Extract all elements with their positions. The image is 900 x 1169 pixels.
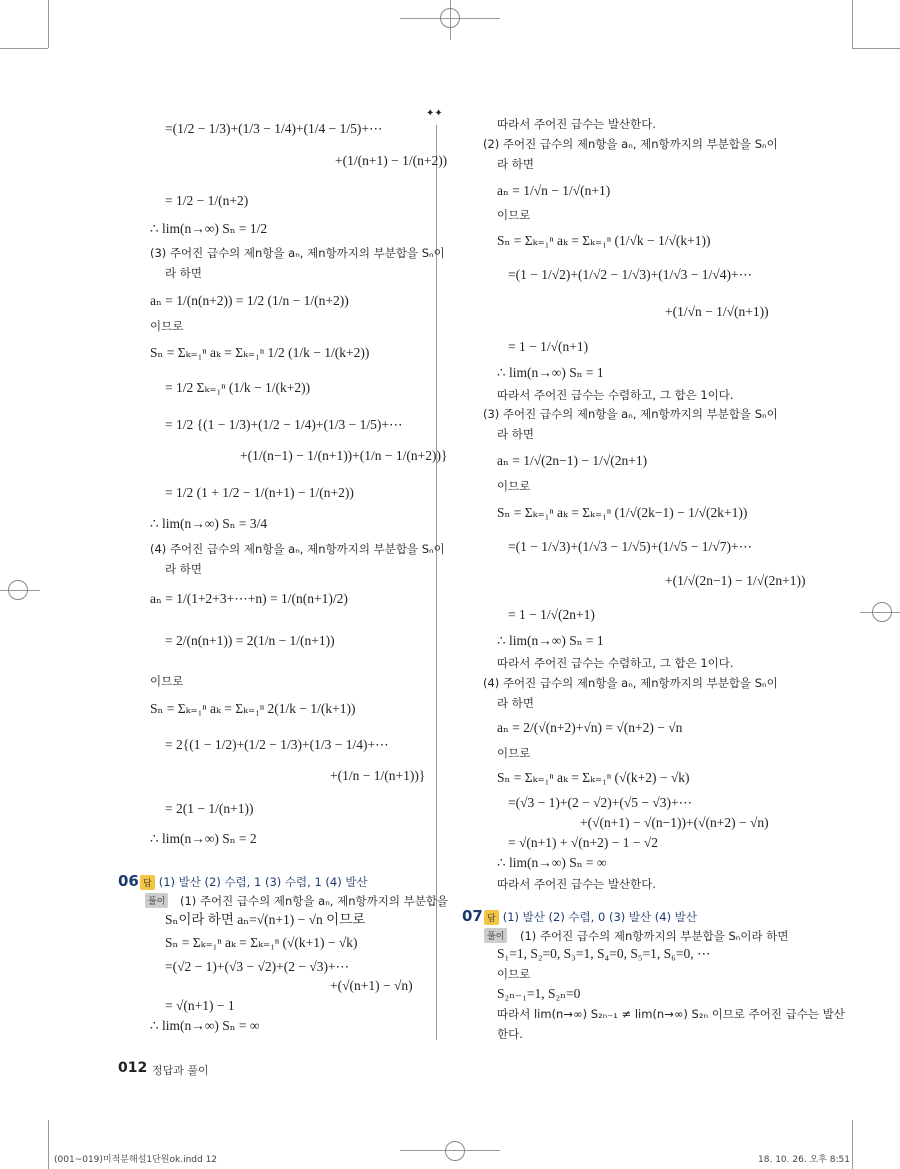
math-line: ∴ lim(n→∞) Sₙ = 1 xyxy=(497,633,604,648)
math-line: ∴ lim(n→∞) Sₙ = 1 xyxy=(497,365,604,380)
math-line: Sₙ = Σₖ₌₁ⁿ aₖ = Σₖ₌₁ⁿ (√(k+2) − √k) xyxy=(497,770,690,785)
crop-mark xyxy=(852,1120,853,1169)
solution-badge: 풀이 xyxy=(484,928,507,943)
registration-circle-icon xyxy=(445,1141,465,1161)
math-line: 따라서 주어진 급수는 수렴하고, 그 합은 1이다. xyxy=(497,388,734,402)
crop-mark xyxy=(48,1120,49,1169)
math-line: aₙ = 2/(√(n+2)+√n) = √(n+2) − √n xyxy=(497,720,683,735)
math-line: = 2/(n(n+1)) = 2(1/n − 1/(n+1)) xyxy=(165,633,335,648)
answer-line xyxy=(484,909,697,925)
math-line: aₙ = 1/(1+2+3+⋯+n) = 1/(n(n+1)/2) xyxy=(150,591,348,606)
math-line: = 2{(1 − 1/2)+(1/2 − 1/3)+(1/3 − 1/4)+⋯ xyxy=(165,737,389,752)
math-line: +(√(n+1) − √(n−1))+(√(n+2) − √n) xyxy=(580,815,769,830)
math-line: aₙ = 1/√n − 1/√(n+1) xyxy=(497,183,611,198)
math-line: +(√(n+1) − √n) xyxy=(330,978,413,993)
math-line: S₂ₙ₋₁=1, S₂ₙ=0 xyxy=(497,986,581,1001)
answers: (1) 발산 (2) 수렴, 0 (3) 발산 (4) 발산 xyxy=(502,910,697,924)
registration-circle-icon xyxy=(440,8,460,28)
math-line: Sₙ이라 하면 aₙ=√(n+1) − √n 이므로 xyxy=(165,912,366,927)
math-line: 라 하면 xyxy=(165,266,202,280)
print-slug-file: (001~019)미적분해설1단원ok.indd 12 xyxy=(54,1155,218,1165)
question-number: 06 xyxy=(118,872,139,890)
answer-badge: 답 xyxy=(484,910,499,925)
math-line: = 1/2 (1 + 1/2 − 1/(n+1) − 1/(n+2)) xyxy=(165,485,354,500)
math-line: =(√3 − 1)+(2 − √2)+(√5 − √3)+⋯ xyxy=(508,795,693,810)
solution-badge: 풀이 xyxy=(145,893,168,908)
math-line: 이므로 xyxy=(150,674,184,688)
math-line: (1) 주어진 급수의 제n항까지의 부분합을 Sₙ이라 하면 xyxy=(520,929,789,943)
math-line: (3) 주어진 급수의 제n항을 aₙ, 제n항까지의 부분합을 Sₙ이 xyxy=(150,246,445,260)
math-line: (2) 주어진 급수의 제n항을 aₙ, 제n항까지의 부분합을 Sₙ이 xyxy=(483,137,778,151)
math-line: 이므로 xyxy=(497,208,531,222)
math-line: (4) 주어진 급수의 제n항을 aₙ, 제n항까지의 부분합을 Sₙ이 xyxy=(150,542,445,556)
math-line: +(1/√(2n−1) − 1/√(2n+1)) xyxy=(665,573,806,588)
page-label: 정답과 풀이 xyxy=(152,1064,209,1077)
math-line: = 1/2 {(1 − 1/3)+(1/2 − 1/4)+(1/3 − 1/5)+⋯ xyxy=(165,417,403,432)
math-line: = 1/2 − 1/(n+2) xyxy=(165,193,249,208)
math-line: 따라서 lim(n→∞) S₂ₙ₋₁ ≠ lim(n→∞) S₂ₙ 이므로 주어진 급수는 발산 xyxy=(497,1007,845,1021)
math-line: Sₙ = Σₖ₌₁ⁿ aₖ = Σₖ₌₁ⁿ (1/√k − 1/√(k+1)) xyxy=(497,233,711,248)
registration-circle-icon xyxy=(872,602,892,622)
math-line: 라 하면 xyxy=(497,157,534,171)
math-line: =(1 − 1/√2)+(1/√2 − 1/√3)+(1/√3 − 1/√4)+⋯ xyxy=(508,267,753,282)
gutter-mark-icon: ✦✦ xyxy=(426,108,443,119)
math-line: ∴ lim(n→∞) Sₙ = 1/2 xyxy=(150,221,268,236)
math-line: 라 하면 xyxy=(165,562,202,576)
math-line: = √(n+1) − 1 xyxy=(165,998,235,1013)
math-line: (3) 주어진 급수의 제n항을 aₙ, 제n항까지의 부분합을 Sₙ이 xyxy=(483,407,778,421)
math-line: aₙ = 1/√(2n−1) − 1/√(2n+1) xyxy=(497,453,648,468)
math-line: Sₙ = Σₖ₌₁ⁿ aₖ = Σₖ₌₁ⁿ (√(k+1) − √k) xyxy=(165,935,358,950)
answer-line xyxy=(140,874,368,890)
solution-badge-wrap xyxy=(145,893,172,908)
math-line: =(1/2 − 1/3)+(1/3 − 1/4)+(1/4 − 1/5)+⋯ xyxy=(165,121,383,136)
math-line: =(1 − 1/√3)+(1/√3 − 1/√5)+(1/√5 − 1/√7)+⋯ xyxy=(508,539,753,554)
print-slug-date: 18. 10. 26. 오후 8:51 xyxy=(758,1155,850,1165)
crop-mark xyxy=(48,0,49,48)
math-line: aₙ = 1/(n(n+2)) = 1/2 (1/n − 1/(n+2)) xyxy=(150,293,349,308)
math-line: ∴ lim(n→∞) Sₙ = ∞ xyxy=(497,855,607,870)
math-line: S₁=1, S₂=0, S₃=1, S₄=0, S₅=1, S₆=0, ⋯ xyxy=(497,946,711,961)
math-line: = √(n+1) + √(n+2) − 1 − √2 xyxy=(508,835,659,850)
math-line: Sₙ = Σₖ₌₁ⁿ aₖ = Σₖ₌₁ⁿ 1/2 (1/k − 1/(k+2)) xyxy=(150,345,370,360)
math-line: = 2(1 − 1/(n+1)) xyxy=(165,801,254,816)
math-line: 이므로 xyxy=(497,967,531,981)
math-line: +(1/(n+1) − 1/(n+2)) xyxy=(335,153,448,168)
math-line: ∴ lim(n→∞) Sₙ = ∞ xyxy=(150,1018,260,1033)
math-line: +(1/n − 1/(n+1))} xyxy=(330,768,426,783)
math-line: ∴ lim(n→∞) Sₙ = 3/4 xyxy=(150,516,268,531)
answers: (1) 발산 (2) 수렴, 1 (3) 수렴, 1 (4) 발산 xyxy=(158,875,368,889)
math-line: (1) 주어진 급수의 제n항을 aₙ, 제n항까지의 부분합을 xyxy=(180,894,449,908)
crop-mark xyxy=(852,48,900,49)
math-line: (4) 주어진 급수의 제n항을 aₙ, 제n항까지의 부분합을 Sₙ이 xyxy=(483,676,778,690)
registration-circle-icon xyxy=(8,580,28,600)
math-line: =(√2 − 1)+(√3 − √2)+(2 − √3)+⋯ xyxy=(165,959,350,974)
math-line: 따라서 주어진 급수는 발산한다. xyxy=(497,877,657,891)
math-line: = 1 − 1/√(n+1) xyxy=(508,339,589,354)
crop-mark xyxy=(852,0,853,48)
math-line: 라 하면 xyxy=(497,696,534,710)
answer-badge: 답 xyxy=(140,875,155,890)
math-line: ∴ lim(n→∞) Sₙ = 2 xyxy=(150,831,257,846)
math-line: Sₙ = Σₖ₌₁ⁿ aₖ = Σₖ₌₁ⁿ (1/√(2k−1) − 1/√(2k+1)) xyxy=(497,505,748,520)
math-line: = 1/2 Σₖ₌₁ⁿ (1/k − 1/(k+2)) xyxy=(165,380,311,395)
math-line: 이므로 xyxy=(497,479,531,493)
crop-mark xyxy=(0,48,48,49)
page-number: 012 xyxy=(118,1060,148,1076)
math-line: Sₙ = Σₖ₌₁ⁿ aₖ = Σₖ₌₁ⁿ 2(1/k − 1/(k+1)) xyxy=(150,701,356,716)
math-line: +(1/(n−1) − 1/(n+1))+(1/n − 1/(n+2))} xyxy=(240,448,448,463)
question-number: 07 xyxy=(462,907,483,925)
math-line: 이므로 xyxy=(150,319,184,333)
math-line: 이므로 xyxy=(497,746,531,760)
math-line: 따라서 주어진 급수는 발산한다. xyxy=(497,117,657,131)
math-line: = 1 − 1/√(2n+1) xyxy=(508,607,595,622)
math-line: 따라서 주어진 급수는 수렴하고, 그 합은 1이다. xyxy=(497,656,734,670)
math-line: +(1/√n − 1/√(n+1)) xyxy=(665,304,769,319)
math-line: 한다. xyxy=(497,1027,523,1041)
math-line: 라 하면 xyxy=(497,427,534,441)
solution-badge-wrap xyxy=(484,928,511,943)
